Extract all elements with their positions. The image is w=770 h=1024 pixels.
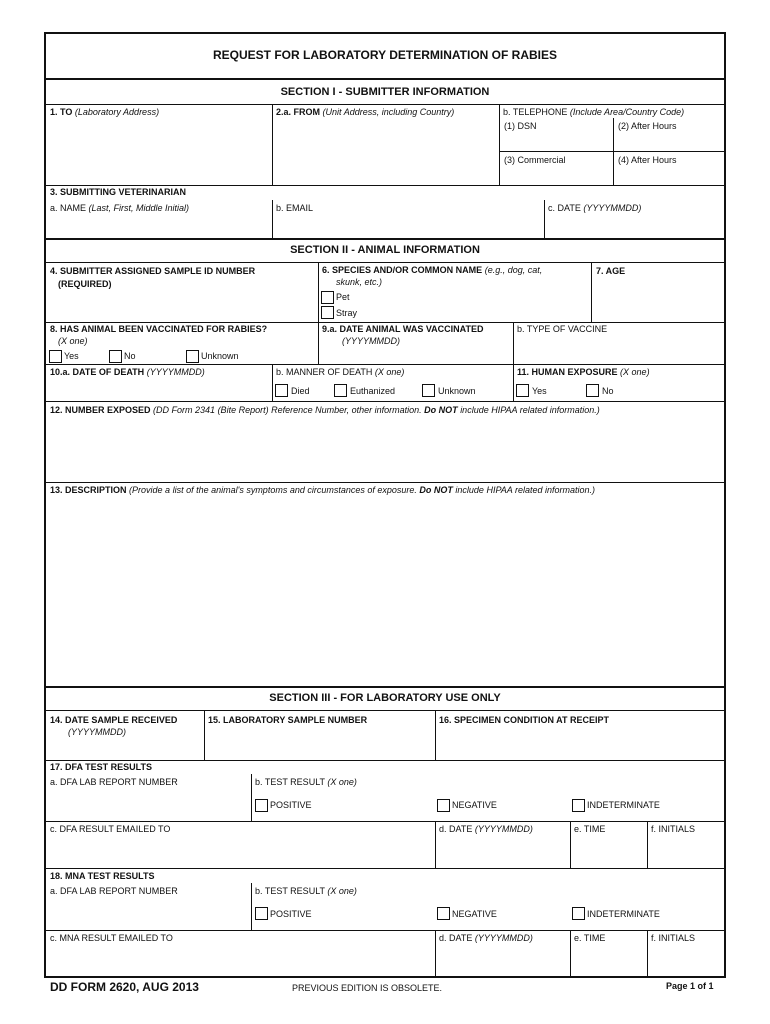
vaccinated-unknown-label: Unknown [201, 351, 239, 361]
manner-unknown-label: Unknown [438, 386, 476, 396]
mna-date-label: d. DATE (YYYYMMDD) [439, 933, 533, 943]
mna-indeterminate-label: INDETERMINATE [587, 909, 660, 919]
pet-checkbox[interactable] [321, 291, 334, 304]
dfa-report-number-label: a. DFA LAB REPORT NUMBER [50, 777, 178, 787]
mna-indeterminate-checkbox[interactable] [572, 907, 585, 920]
divider [251, 774, 252, 821]
divider [251, 883, 252, 930]
dfa-positive-label: POSITIVE [270, 800, 312, 810]
dfa-positive-checkbox[interactable] [255, 799, 268, 812]
divider [46, 78, 724, 80]
exposure-yes-label: Yes [532, 386, 547, 396]
vaccinated-yes-checkbox[interactable] [49, 350, 62, 363]
number-exposed-label: 12. NUMBER EXPOSED (DD Form 2341 (Bite Report) Reference Number, other information. Do NOT include HIPAA related information.) [50, 405, 600, 415]
page-number: Page 1 of 1 [666, 981, 714, 991]
commercial-label: (3) Commercial [504, 155, 566, 165]
divider [46, 482, 724, 483]
section2-header: SECTION II - ANIMAL INFORMATION [290, 244, 480, 256]
vaccinated-no-label: No [124, 351, 136, 361]
date-vaccinated-hint: (YYYYMMDD) [342, 336, 400, 346]
dfa-results-title: 17. DFA TEST RESULTS [50, 762, 153, 772]
submitting-vet-label: 3. SUBMITTING VETERINARIAN [50, 187, 187, 197]
manner-of-death-label: b. MANNER OF DEATH (X one) [276, 367, 405, 377]
human-exposure-label: 11. HUMAN EXPOSURE (X one) [517, 367, 650, 377]
mna-results-title: 18. MNA TEST RESULTS [50, 871, 155, 881]
divider [435, 930, 436, 976]
form-id: DD FORM 2620, AUG 2013 [50, 980, 199, 994]
to-label: 1. TO (Laboratory Address) [50, 107, 160, 117]
divider [46, 262, 724, 263]
manner-unknown-checkbox[interactable] [422, 384, 435, 397]
exposure-no-label: No [602, 386, 614, 396]
stray-checkbox[interactable] [321, 306, 334, 319]
divider [647, 930, 648, 976]
stray-label: Stray [336, 308, 358, 318]
divider [46, 686, 724, 688]
pet-label: Pet [336, 292, 350, 302]
description-label: 13. DESCRIPTION (Provide a list of the animal's symptoms and circumstances of exposure. Do NOT include HIPAA related information.) [50, 485, 595, 495]
date-received-hint: (YYYYMMDD) [68, 727, 126, 737]
sample-id-required: (REQUIRED) [58, 279, 112, 289]
dfa-indeterminate-checkbox[interactable] [572, 799, 585, 812]
dfa-time-label: e. TIME [574, 824, 606, 834]
divider [591, 262, 592, 322]
section1-header: SECTION I - SUBMITTER INFORMATION [280, 86, 490, 98]
mna-positive-checkbox[interactable] [255, 907, 268, 920]
form-title: REQUEST FOR LABORATORY DETERMINATION OF RABIES [212, 48, 557, 62]
species-hint: skunk, etc.) [336, 277, 383, 287]
mna-report-number-label: a. DFA LAB REPORT NUMBER [50, 886, 178, 896]
euthanized-label: Euthanized [350, 386, 396, 396]
vet-name-label: a. NAME (Last, First, Middle Initial) [50, 203, 190, 213]
died-label: Died [291, 386, 310, 396]
divider [513, 322, 514, 364]
divider [318, 322, 319, 364]
divider [46, 930, 724, 931]
telephone-label: b. TELEPHONE (Include Area/Country Code) [503, 107, 685, 117]
mna-positive-label: POSITIVE [270, 909, 312, 919]
divider [46, 104, 724, 105]
after-hours-1-label: (2) After Hours [618, 121, 677, 131]
specimen-condition-label: 16. SPECIMEN CONDITION AT RECEIPT [439, 715, 610, 725]
divider [272, 104, 273, 185]
dsn-label: (1) DSN [504, 121, 537, 131]
dfa-initials-label: f. INITIALS [651, 824, 696, 834]
divider [46, 322, 724, 323]
from-label: 2.a. FROM (Unit Address, including Country) [276, 107, 455, 117]
divider [46, 868, 724, 869]
divider [570, 930, 571, 976]
vet-email-label: b. EMAIL [276, 203, 314, 213]
divider [46, 238, 724, 240]
euthanized-checkbox[interactable] [334, 384, 347, 397]
rabies-request-form [44, 32, 726, 978]
vet-date-label: c. DATE (YYYYMMDD) [548, 203, 642, 213]
divider [570, 821, 571, 868]
vaccinated-yes-label: Yes [64, 351, 79, 361]
divider [204, 710, 205, 760]
divider [513, 364, 514, 401]
date-vaccinated-label: 9.a. DATE ANIMAL WAS VACCINATED [322, 324, 484, 334]
mna-initials-label: f. INITIALS [651, 933, 696, 943]
divider [46, 185, 724, 186]
divider [46, 364, 724, 365]
dfa-negative-label: NEGATIVE [452, 800, 497, 810]
divider [46, 760, 724, 761]
divider [46, 821, 724, 822]
divider [272, 200, 273, 238]
divider [499, 151, 724, 152]
vaccinated-hint: (X one) [58, 336, 88, 346]
vaccinated-no-checkbox[interactable] [109, 350, 122, 363]
divider [435, 821, 436, 868]
section3-header: SECTION III - FOR LABORATORY USE ONLY [269, 692, 501, 704]
divider [46, 710, 724, 711]
date-received-label: 14. DATE SAMPLE RECEIVED [50, 715, 178, 725]
mna-negative-checkbox[interactable] [437, 907, 450, 920]
sample-id-label: 4. SUBMITTER ASSIGNED SAMPLE ID NUMBER [50, 266, 256, 276]
dfa-emailed-to-label: c. DFA RESULT EMAILED TO [50, 824, 171, 834]
dfa-indeterminate-label: INDETERMINATE [587, 800, 660, 810]
exposure-no-checkbox[interactable] [586, 384, 599, 397]
mna-emailed-to-label: c. MNA RESULT EMAILED TO [50, 933, 173, 943]
divider [647, 821, 648, 868]
divider [272, 364, 273, 401]
dfa-negative-checkbox[interactable] [437, 799, 450, 812]
divider [544, 200, 545, 238]
lab-sample-number-label: 15. LABORATORY SAMPLE NUMBER [208, 715, 368, 725]
died-checkbox[interactable] [275, 384, 288, 397]
vaccinated-label: 8. HAS ANIMAL BEEN VACCINATED FOR RABIES? [50, 324, 268, 334]
divider [435, 710, 436, 760]
death-date-label: 10.a. DATE OF DEATH (YYYYMMDD) [50, 367, 205, 377]
dfa-test-result-label: b. TEST RESULT (X one) [255, 777, 357, 787]
divider [318, 262, 319, 322]
mna-time-label: e. TIME [574, 933, 606, 943]
mna-test-result-label: b. TEST RESULT (X one) [255, 886, 357, 896]
dfa-date-label: d. DATE (YYYYMMDD) [439, 824, 533, 834]
divider [46, 401, 724, 402]
age-label: 7. AGE [596, 266, 626, 276]
obsolete-notice: PREVIOUS EDITION IS OBSOLETE. [292, 983, 443, 993]
mna-negative-label: NEGATIVE [452, 909, 497, 919]
species-label: 6. SPECIES AND/OR COMMON NAME (e.g., dog, cat, [322, 265, 543, 275]
vaccine-type-label: b. TYPE OF VACCINE [517, 324, 608, 334]
vaccinated-unknown-checkbox[interactable] [186, 350, 199, 363]
exposure-yes-checkbox[interactable] [516, 384, 529, 397]
after-hours-2-label: (4) After Hours [618, 155, 677, 165]
divider [499, 104, 500, 185]
